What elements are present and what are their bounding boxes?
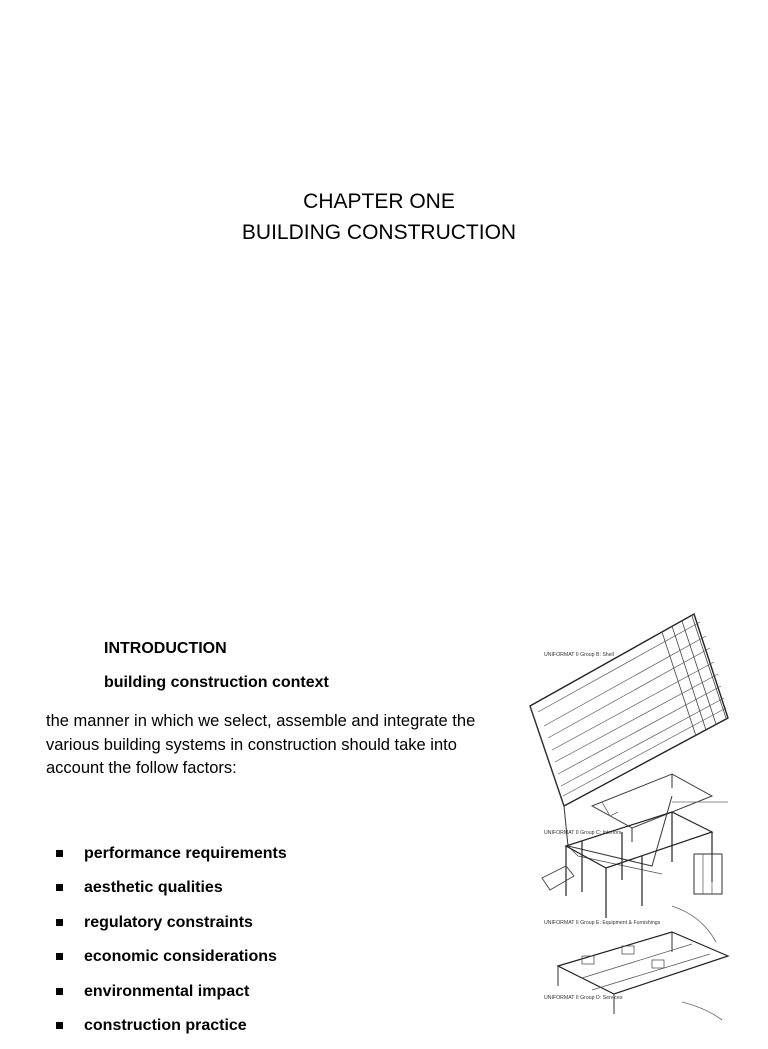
slide-title [0,186,758,248]
factor-label: economic considerations [84,948,277,966]
factor-item [50,912,287,946]
factors-list [50,843,287,1049]
intro-paragraph: the manner in which we select, assemble and integrate the various building systems in construction should take into account the follow factors: [46,712,476,777]
building-systems-illustration [522,606,732,1024]
factor-item [50,843,287,877]
factor-item [50,946,287,980]
factor-item [50,981,287,1015]
bullet-icon [56,1022,63,1029]
label-group-c: UNIFORMAT II Group C: Interiors [544,830,622,836]
chapter-title: BUILDING CONSTRUCTION [241,221,517,244]
introduction-heading: INTRODUCTION [104,640,227,657]
bullet-icon [56,953,63,960]
chapter-label: CHAPTER ONE [303,190,455,213]
label-group-b: UNIFORMAT II Group B: Shell [544,652,614,658]
label-group-e: UNIFORMAT II Group E: Equipment & Furnishings [544,920,661,926]
bullet-icon [56,884,63,891]
label-group-d: UNIFORMAT II Group D: Services [544,995,623,1001]
factor-label: environmental impact [84,982,250,1000]
factor-label: regulatory constraints [84,913,253,931]
factor-label: construction practice [84,1016,247,1034]
factor-item [50,1015,287,1049]
context-subheading: building construction context [104,674,329,691]
bullet-icon [56,919,63,926]
factor-label: aesthetic qualities [84,879,223,897]
bullet-icon [56,850,63,857]
factor-item [50,877,287,911]
factor-label: performance requirements [84,845,287,862]
bullet-icon [56,988,63,995]
